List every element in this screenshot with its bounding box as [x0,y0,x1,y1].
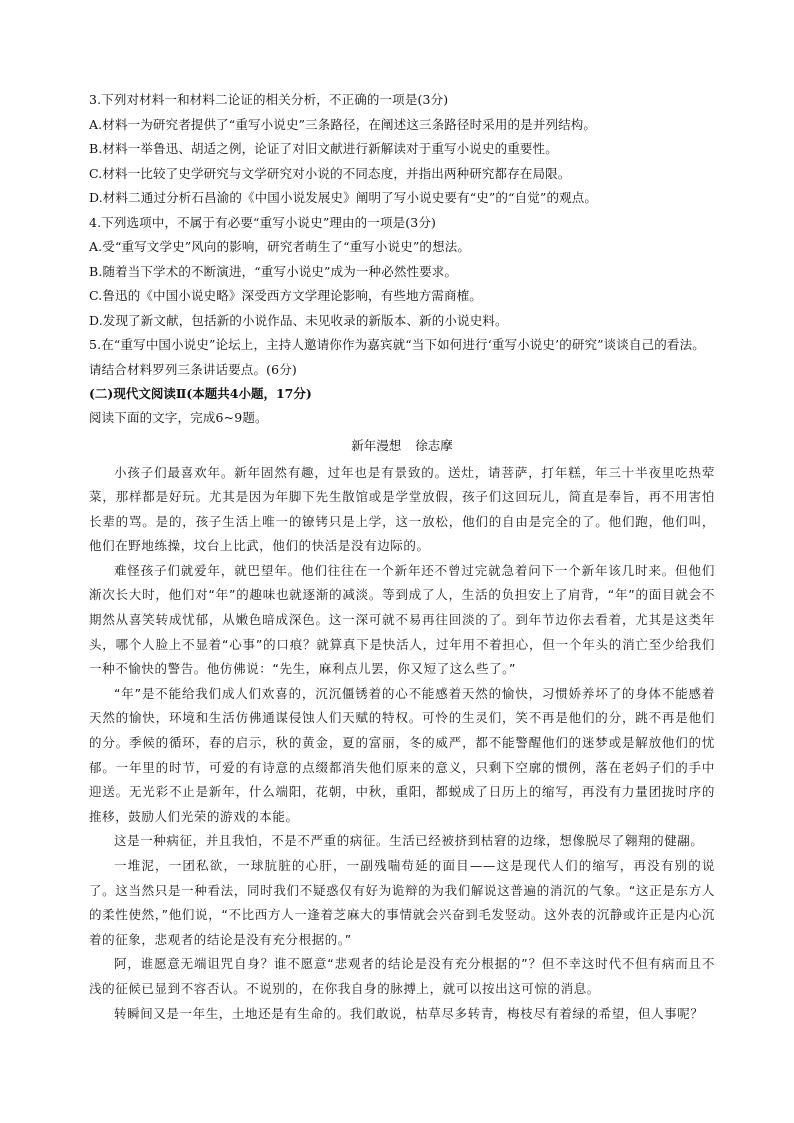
option-d: D.发现了新文献，包括新的小说作品、未见收录的新版本、新的小说史料。 [89,312,508,328]
question-stem: 3.下列对材料一和材料二论证的相关分析，不正确的一项是(3分) [89,92,449,107]
article-paragraph: “年”是不能给我们成人们欢喜的，沉沉僵锈着的心不能感着天然的愉快，习惯娇养坏了的身体不能感着天然的愉快，环境和生活仿佛通谋侵蚀人们天赋的特权。可怜的生灵们，笑不再是他们的分，跳不再是他们的分。季候的循环，春的启示，秋的黄金，夏的富丽，冬的威严，都不能警醒他们的迷梦或是解放他们的忧郁。一年里的时节，可爱的有诗意的点缀都消失他们原来的意义，只剩下空廓的惯例，落在老妈子们的手中迎送。无光彩不止是新年，什么端阳，花朝，中秋，重阳，都蜕成了日历上的缩写，再没有力量团拢时序的推移，鼓励人们光荣的游戏的本能。 [89,685,715,824]
option-d: D.材料二通过分析石昌渝的《中国小说发展史》阐明了写小说史要有“史”的“自觉”的观点。 [89,190,598,205]
article-paragraph: 小孩子们最喜欢年。新年固然有趣，过年也是有景致的。送灶，请菩萨，打年糕，年三十半夜里吃热荤菜，那样都是好玩。尤其是因为年脚下先生散馆或是学堂放假，孩子们这回玩儿，简直是奉旨，再不用害怕长辈的骂。是的，孩子生活上唯一的镣铐只是上学，这一放松，他们的自由是完全的了。他们跑，他们叫，他们在野地练操，坟台上比武，他们的快活是没有边际的。 [89,464,715,554]
article-paragraph: 转瞬间又是一年生，土地还是有生命的。我们敢说，枯草尽多转青，梅枝尽有着绿的希望，但人事呢？ [114,1005,704,1021]
section-heading: (二)现代文阅读Ⅱ(本题共4小题，17分) [89,386,312,401]
question-stem: 5.在“重写中国小说史”论坛上，主持人邀请你作为嘉宾就“当下如何进行‘重写小说史’的研究”谈谈自己的看法。请结合材料罗列三条讲话要点。(6分) [89,337,705,377]
question-4 [89,211,715,334]
option-b: B.材料一举鲁迅、胡适之例，论证了对旧文献进行新解读对于重写小说史的重要性。 [89,141,558,156]
question-3 [89,88,715,211]
article-title [89,431,715,461]
article-body [89,461,715,1027]
article-paragraph: 这是一种病征，并且我怕，不是不严重的病征。生活已经被挤到枯窘的边缘，想像脱尽了翱翔的健翮。 [114,833,704,849]
option-a: A.受“重写文学史”风向的影响，研究者萌生了“重写小说史”的想法。 [89,239,471,254]
article-title-text: 新年漫想 [351,437,402,453]
article-paragraph: 一堆泥，一团私欲，一球肮脏的心肝，一副残喘苟延的面目——这是现代人们的缩写，再没有别的说了。这当然只是一种看法，同时我们不疑惑仅有好为诡辩的为我们解说这普遍的消沉的气象。“这正是东方人的柔性使然，”他们说，“不比西方人一逢着芝麻大的事情就会兴奋到毛发竖动。这外表的沉静或许正是内心沉着的征象，悲观者的结论是没有充分根据的。” [89,858,715,947]
option-a: A.材料一为研究者提供了“重写小说史”三条路径，在阐述这三条路径时采用的是并列结构。 [89,116,597,132]
article-paragraph: 难怪孩子们就爱年，就巴望年。他们往往在一个新年还不曾过完就急着问下一个新年该几时来。但他们渐次长大时，他们对“年”的趣味也就逐渐的减淡。等到成了人，生活的负担安上了肩背，“年”的面目就会不期然从喜笑转成忧郁，从嫩色暗成深色。这一深可就不易再往回淡的了。到年节边你去看着，尤其是这类年头，哪个人脸上不显着“心事”的口痕？就算真下是快活人，过年用不着担心，但一个年头的消亡至少给我们一种不愉快的警告。他仿佛说：“先生，麻利点儿罢，你又短了这么些了。” [89,562,715,677]
section-instruction: 阅读下面的文字，完成6~9题。 [89,410,268,425]
option-c: C.鲁迅的《中国小说史略》深受西方文学理论影响，有些地方需商榷。 [89,288,482,303]
exam-page [89,88,715,1026]
option-c: C.材料一比较了史学研究与文学研究对小说的不同态度，并指出两种研究都存在局限。 [89,165,571,181]
option-b: B.随着当下学术的不断演进，“重写小说史”成为一种必然性要求。 [89,263,458,279]
question-5 [89,333,715,382]
question-stem: 4.下列选项中，不属于有必要“重写小说史”理由的一项是(3分) [89,214,437,230]
article-paragraph: 阿，谁愿意无端诅咒自身？谁不愿意“悲观者的结论是没有充分根据的”？但不幸这时代不但有病而且不浅的征候已显到不容否认。不说别的，在你我自身的脉搏上，就可以按出这可惊的消息。 [89,956,715,996]
article-author: 徐志摩 [415,437,453,453]
